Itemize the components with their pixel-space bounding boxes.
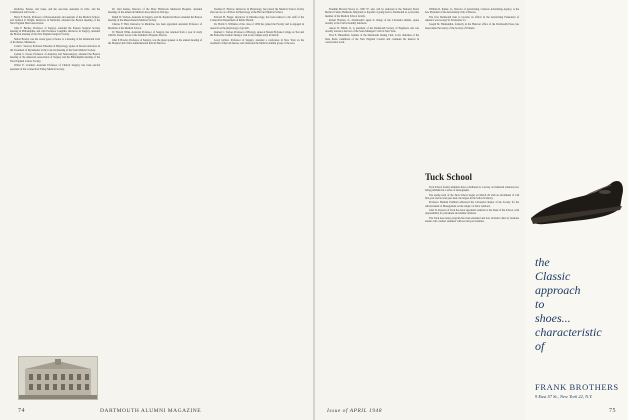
paragraph: Tuck School faculty members have contributed to a survey on industrial relations now being published in a series of monographs. bbox=[425, 186, 519, 193]
paragraph: Joseph M. Blumenthal, formerly in the Hanover office of the Dartmouth Press, has been named Secretary of the Society of Printers. bbox=[425, 23, 519, 30]
paragraph: Anson W. Smith, Jr., is president of the Dartmouth Society of Engineers and was recently elected a director of the Sales Managers' Club in New York. bbox=[325, 26, 419, 34]
paragraph: The first Dartmouth man to become an officer in the Advertising Federation of America was George W. Fredericks '21. bbox=[425, 15, 519, 23]
left-column-2 bbox=[108, 8, 202, 404]
slogan-line: of bbox=[535, 339, 545, 353]
paragraph: medicine, Fessler, and Jones, and the associate assistants in 1921, and the Commission will be the ... bbox=[10, 8, 100, 15]
section-heading: Tuck School bbox=[425, 172, 472, 182]
right-page bbox=[315, 0, 628, 420]
page-number: 74 bbox=[18, 408, 25, 414]
paragraph: Franklin Howard Wood, Jr., MD '37, who will be stationed at the National Naval Medical Center, Bethesda, Maryland, is hopeful of going back to Dartmouth as a part-time member of the Medical School faculty. bbox=[325, 8, 419, 18]
paragraph: Dr. Hollis S. Williams of the class of 1936 has joined the Faculty and is engaged in research on the physiology of growth. bbox=[210, 23, 304, 30]
paragraph: Professor Herman Feldman addressed the Cleveland chapter of the Society for the Advancement of Management on the subject of labor relations. bbox=[425, 201, 519, 208]
ad-brand-name: FRANK BROTHERS bbox=[535, 382, 619, 392]
paragraph: John F. Becker, Professor of Surgery, attended the Eastern Surgical Society meeting in Philadelphia, and with Professor Laughlin, Instructor in Surgery, attended the Boston meeting of the New England Surgical Society. bbox=[10, 26, 100, 37]
left-column-1 bbox=[10, 8, 100, 404]
slogan-line: approach bbox=[535, 283, 581, 297]
shoe-illustration bbox=[525, 148, 628, 248]
paragraph: John W. Pearson of Tuck has been appointed assistant to the Dean of the School, with responsibility for placement and alumni relations. bbox=[425, 209, 519, 216]
right-column-2-continued bbox=[425, 186, 519, 401]
paragraph: Leroy Gilbert, Professor of Surgery, attended a conference in New York on the treatment of thyroid disease, and addressed the Medical Alumni group of the area. bbox=[210, 38, 304, 46]
building-illustration bbox=[19, 357, 97, 399]
paragraph: Charles F. Hall, Instructor in Medicine, has been appointed Assistant Professor of Medicine at the Medical School. bbox=[108, 23, 202, 30]
paragraph: Norman E. Harlow, Instructor in Physiology, has joined the Medical School faculty after service as a Fellow in Physiology at the Harvard Medical School. bbox=[210, 8, 304, 15]
right-column-2 bbox=[425, 8, 519, 168]
paragraph: Dr. Orel Kanter, Director of the Mary Hitchcock Memorial Hospital, attended meetings of the American Medical Association in Chicago. bbox=[108, 8, 202, 15]
shoe-advertisement bbox=[525, 0, 628, 420]
paragraph: Lyman S. Sweet, Professor of Anatomy and Neurosurgery, attended the Boston meeting of the American Association of Surgery and the Philadelphia meeting of the New England Cancer Society. bbox=[10, 53, 100, 63]
paragraph: Robert Hayden, Jr., Dartmouth's agent in charge of the Cleveland alumni, spoke recently at the Club's monthly luncheon. bbox=[325, 19, 419, 26]
ad-address: 9 East 57 St., New York 22, N.Y. bbox=[535, 394, 593, 399]
paragraph: W. Harold Wilks, Assistant Professor of Surgery, has returned from a year of study with Dr. Robert Gross at the Children's Hospital, Boston. bbox=[108, 31, 202, 38]
slogan-line: Classic bbox=[535, 269, 571, 283]
paragraph: Colin C. Stewart, Professor Emeritus of Physiology, spoke on 'Recent Advances in the Treatment of Myasthenia' at the Concord meeting of the State Medical Society. bbox=[10, 45, 100, 52]
issue-date: Issue of APRIL 1948 bbox=[327, 408, 382, 414]
paragraph: The spring term of the Tuck School began on March 29 with an enrollment of 146 first-year and second-year men, the largest in the School's history. bbox=[425, 193, 519, 201]
ad-slogan bbox=[535, 255, 627, 353]
paragraph: Simon Bowler was the recent guest of honor at a meeting of the Dartmouth Club of Rochester, Minnesota. bbox=[10, 37, 100, 45]
paragraph: Ralph W. Vachon, Assistant in Surgery, and Dr. Raymond Moore attended the Boston meeting of the Massachusetts Medical Society. bbox=[108, 15, 202, 23]
paragraph: Fred E. Butterfield, founder of the Dartmouth Outing Club, is the chairman of the State Parks committee of the New England Council and continues his interest in conservation work. bbox=[325, 34, 419, 45]
paragraph: Walter E. Crandall, Assistant Professor of Clinical Surgery, has been elected president of the Connecticut Valley Medical Society. bbox=[10, 64, 100, 71]
slogan-line: shoes... bbox=[535, 311, 571, 325]
paragraph: The Tuck Associates program has been extended and now includes visits by business leaders who conduct seminars with second-year students. bbox=[425, 216, 519, 224]
paragraph: Harry F. Fetsch, Professor of Neuroanatomy and assistant of the Medical School, and Jackson P. Wright, Instructor in Medicine, attended the Boston meeting of the New England Heart Association. bbox=[10, 15, 100, 26]
page-number: 75 bbox=[609, 408, 616, 414]
right-column-1 bbox=[325, 8, 419, 404]
slogan-line: to bbox=[535, 297, 545, 311]
left-page bbox=[0, 0, 313, 420]
left-column-3 bbox=[210, 8, 304, 404]
paragraph: John P. Bowler, Professor of Surgery, was the guest speaker at the annual meeting of the Hospital and Clinic Administration held in Hanover. bbox=[108, 38, 202, 46]
building-photo bbox=[18, 356, 98, 400]
slogan-line: the bbox=[535, 255, 550, 269]
slogan-line: characteristic bbox=[535, 325, 602, 339]
paragraph: Reuben C. Tucker, Professor of Biology, spoke at Mount Holyoke College on 'Sex and the Endocrine Glands' during a visit to the campus early in March. bbox=[210, 31, 304, 38]
magazine-title: DARTMOUTH ALUMNI MAGAZINE bbox=[100, 408, 202, 414]
paragraph: Edward H. Fieger, Instructor in Pharmacology, has been named to the staff of the Connecticut Department of Public Health. bbox=[210, 15, 304, 23]
paragraph: William R. Parker, Jr., Director of Advertising, Carleton Advertising Agency, is the new President of the Advertising Club of Boston. bbox=[425, 8, 519, 15]
